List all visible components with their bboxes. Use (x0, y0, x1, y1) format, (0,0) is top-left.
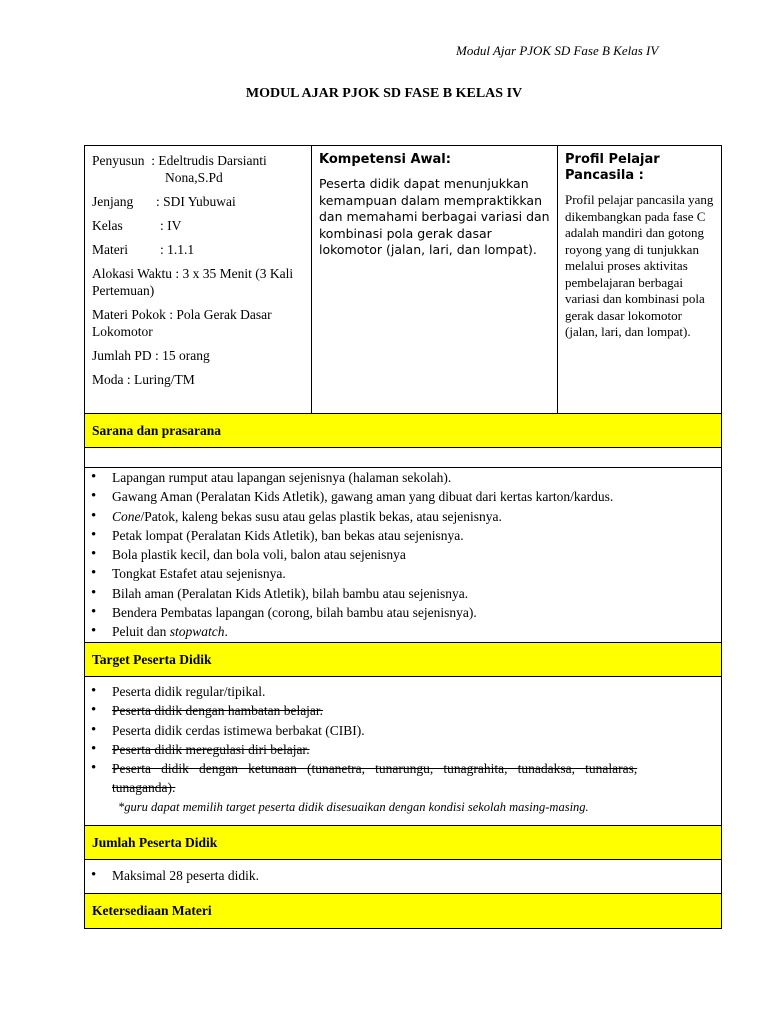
jumlah-heading-bar (84, 825, 722, 860)
list-item (85, 622, 721, 641)
list-item (85, 507, 721, 526)
list-item: • Peserta didik meregulasi diri belajar. (85, 740, 721, 759)
list-item: • Lapangan rumput atau lapangan sejenisnya (halaman sekolah). (85, 468, 721, 487)
list-item: • Peserta didik dengan hambatan belajar. (85, 701, 721, 720)
moda: Moda : Luring/TM (92, 372, 195, 387)
target-heading: Target Peserta Didik (92, 652, 212, 667)
list-item: • Bola plastik kecil, dan bola voli, balon atau sejenisnya (85, 545, 721, 564)
stopwatch-word: stopwatch (169, 624, 225, 640)
peluit-start: Peluit dan (112, 624, 170, 640)
materi-field (92, 241, 305, 258)
kompetensi-column (312, 146, 558, 413)
identitas-column (85, 146, 312, 413)
sarana-heading: Sarana dan prasarana (92, 423, 222, 438)
jumlah-pd: Jumlah PD : 15 orang (92, 348, 210, 363)
jenjang-label: Jenjang (92, 194, 134, 209)
list-item: • Bendera Pembatas lapangan (corong, bilah bambu atau sejenisnya). (85, 603, 721, 622)
list-item: • Peserta didik cerdas istimewa berbakat (CIBI). (85, 721, 721, 740)
materi-pokok: Materi Pokok : Pola Gerak Dasar Lokomotor (92, 307, 272, 339)
jumlah-list-box (84, 859, 722, 894)
list-item: • Maksimal 28 peserta didik. (85, 866, 721, 885)
list-item: • Bilah aman (Peralatan Kids Atletik), bilah bambu atau sejenisnya. (85, 584, 721, 603)
sarana-list-box (84, 467, 722, 643)
ketersediaan-heading-bar (84, 893, 722, 929)
penyusun-field (92, 152, 305, 186)
list-item: • Gawang Aman (Peralatan Kids Atletik), gawang aman yang dibuat dari kertas karton/kardus. (85, 487, 721, 506)
materi-label: Materi (92, 242, 128, 257)
kelas-value: : IV (160, 218, 182, 233)
jumlah-heading: Jumlah Peserta Didik (92, 835, 218, 850)
penyusun-value: : Edeltrudis Darsianti (151, 153, 267, 168)
jumlah-list (85, 866, 721, 885)
info-table (84, 145, 722, 414)
target-note: *guru dapat memilih target peserta didik disesuaikan dengan kondisi sekolah masing-masing. (118, 800, 589, 814)
profil-heading: Profil Pelajar Pancasila : (565, 152, 660, 183)
document-title: MODUL AJAR PJOK SD FASE B KELAS IV (245, 86, 523, 101)
cone-rest: /Patok, kaleng bekas susu atau gelas plastik bekas, atau sejenisnya. (140, 508, 502, 524)
list-item-continuation (85, 778, 721, 797)
sarana-spacer-row (84, 447, 722, 468)
peluit-end: . (224, 624, 228, 640)
ketersediaan-heading: Ketersediaan Materi (92, 903, 212, 918)
kompetensi-text: Peserta didik dapat menunjukkan kemampuan dalam mempraktikkan dan memahami berbagai variasi dan kombinasi pola gerak dasar lokomotor (jalan, lari, dan lompat). (319, 176, 550, 257)
list-item: • Peserta didik regular/tipikal. (85, 682, 721, 701)
sarana-heading-bar (84, 413, 722, 448)
kelas-field (92, 217, 305, 234)
materi-value: : 1.1.1 (160, 242, 195, 257)
list-item: • Petak lompat (Peralatan Kids Atletik), ban bekas atau sejenisnya. (85, 526, 721, 545)
continuation-text: tunaganda). (112, 780, 176, 796)
profil-text: Profil pelajar pancasila yang dikembangkan pada fase C adalah mandiri dan gotong royong yang di tunjukkan melalui proses aktivitas pembelajaran berbagai variasi dan kombinasi pola gerak dasar lokomotor (jalan, lari, dan lompat). (565, 192, 714, 339)
sarana-list (85, 468, 721, 642)
list-item: • Peserta didik dengan ketunaan (tunanetra, tunarungu, tunagrahita, tunadaksa, tunalaras, (85, 759, 721, 778)
profil-column (558, 146, 721, 413)
penyusun-label: Penyusun (92, 153, 145, 168)
list-item: • Tongkat Estafet atau sejenisnya. (85, 564, 721, 583)
jenjang-field (92, 193, 305, 210)
kelas-label: Kelas (92, 218, 123, 233)
penyusun-value-2: Nona,S.Pd (165, 170, 223, 185)
kompetensi-heading: Kompetensi Awal: (319, 152, 451, 167)
running-header: Modul Ajar PJOK SD Fase B Kelas IV (456, 43, 659, 58)
target-list (85, 682, 721, 798)
alokasi-waktu: Alokasi Waktu : 3 x 35 Menit (3 Kali Pertemuan) (92, 266, 294, 298)
target-heading-bar (84, 642, 722, 677)
cone-word: Cone (112, 508, 141, 524)
jenjang-value: : SDI Yubuwai (156, 194, 236, 209)
